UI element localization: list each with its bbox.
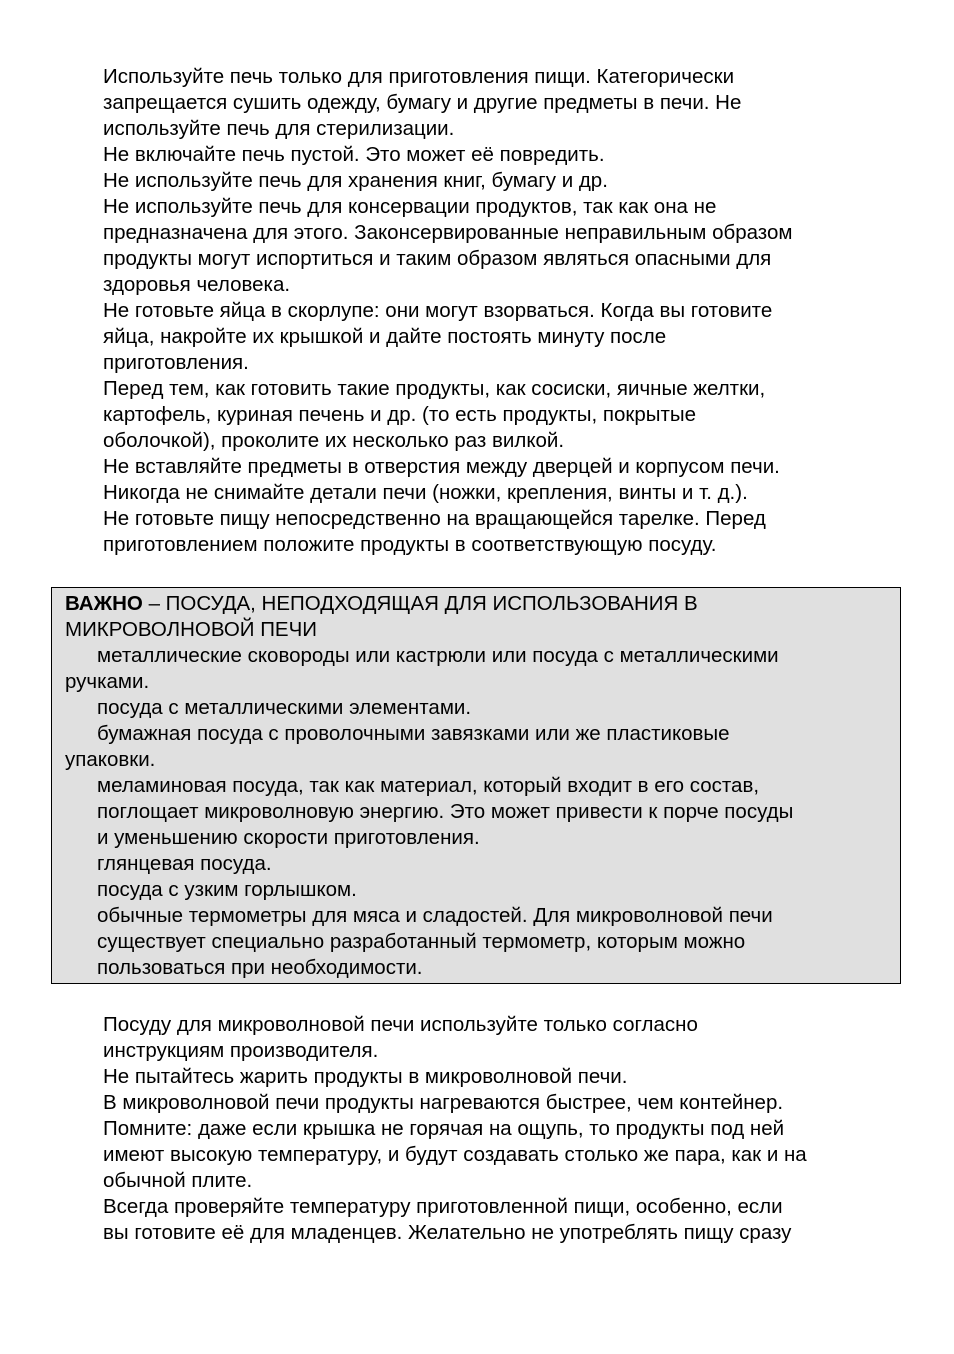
text-line: используйте печь для стерилизации. (103, 117, 455, 140)
text-line: яйца, накройте их крышкой и дайте постоять минуту после (103, 325, 667, 348)
warning-list-line: поглощает микроволновую энергию. Это может привести к порче посуды (97, 800, 794, 823)
text-line: приготовлением положите продукты в соответствующую посуду. (103, 533, 717, 556)
warning-list-line: посуда с узким горлышком. (97, 878, 357, 901)
warning-list-line: пользоваться при необходимости. (97, 956, 423, 979)
text-line: Никогда не снимайте детали печи (ножки, крепления, винты и т. д.). (103, 481, 748, 504)
text-line: имеют высокую температуру, и будут создавать столько же пара, как и на (103, 1143, 807, 1166)
text-line: Не вставляйте предметы в отверстия между дверцей и корпусом печи. (103, 455, 780, 478)
safety-instructions-bottom (103, 1012, 903, 1246)
text-line: обычной плите. (103, 1169, 253, 1192)
text-line: вы готовите её для младенцев. Желательно не употреблять пищу сразу (103, 1221, 792, 1244)
text-line: Всегда проверяйте температуру приготовленной пищи, особенно, если (103, 1195, 783, 1218)
warning-list-line: существует специально разработанный термометр, которым можно (97, 930, 746, 953)
warning-list-line: бумажная посуда с проволочными завязками или же пластиковые (97, 722, 730, 745)
text-line: продукты могут испортиться и таким образом являться опасными для (103, 247, 772, 270)
warning-heading-bold: ВАЖНО (65, 592, 143, 615)
text-line: картофель, куриная печень и др. (то есть продукты, покрытые (103, 403, 697, 426)
text-line: запрещается сушить одежду, бумагу и другие предметы в печи. Не (103, 91, 742, 114)
warning-list-line: меламиновая посуда, так как материал, который входит в его состав, (97, 774, 760, 797)
text-line: инструкциям производителя. (103, 1039, 379, 1062)
warning-list-line: металлические сковороды или кастрюли или посуда с металлическими (97, 644, 779, 667)
text-line: Не используйте печь для консервации продуктов, так как она не (103, 195, 717, 218)
warning-list-line: глянцевая посуда. (97, 852, 272, 875)
warning-list-line: обычные термометры для мяса и сладостей. Для микроволновой печи (97, 904, 773, 927)
warning-list (52, 643, 900, 981)
text-line: Используйте печь только для приготовления пищи. Категорически (103, 65, 735, 88)
warning-list-line: посуда с металлическими элементами. (97, 696, 472, 719)
text-line: Перед тем, как готовить такие продукты, как сосиски, яичные желтки, (103, 377, 766, 400)
text-line: Не готовьте яйца в скорлупе: они могут взорваться. Когда вы готовите (103, 299, 773, 322)
warning-list-line: упаковки. (65, 748, 156, 771)
warning-heading (52, 591, 900, 617)
text-line: Посуду для микроволновой печи используйте только согласно (103, 1013, 698, 1036)
text-line: приготовления. (103, 351, 249, 374)
text-line: В микроволновой печи продукты нагреваются быстрее, чем контейнер. (103, 1091, 784, 1114)
safety-instructions-top (103, 64, 903, 558)
text-line: оболочкой), проколите их несколько раз вилкой. (103, 429, 565, 452)
warning-list-line: ручками. (65, 670, 150, 693)
warning-list-line: и уменьшению скорости приготовления. (97, 826, 480, 849)
text-line: Не пытайтесь жарить продукты в микроволновой печи. (103, 1065, 628, 1088)
warning-heading-line2: МИКРОВОЛНОВОЙ ПЕЧИ (65, 618, 318, 641)
important-warning-box (51, 587, 901, 984)
text-line: здоровья человека. (103, 273, 291, 296)
text-line: Не используйте печь для хранения книг, бумагу и др. (103, 169, 608, 192)
warning-heading-rest: – ПОСУДА, НЕПОДХОДЯЩАЯ ДЛЯ ИСПОЛЬЗОВАНИЯ В (142, 592, 698, 615)
text-line: Не готовьте пищу непосредственно на вращающейся тарелке. Перед (103, 507, 766, 530)
text-line: предназначена для этого. Законсервированные неправильным образом (103, 221, 793, 244)
text-line: Не включайте печь пустой. Это может её повредить. (103, 143, 605, 166)
text-line: Помните: даже если крышка не горячая на ощупь, то продукты под ней (103, 1117, 785, 1140)
